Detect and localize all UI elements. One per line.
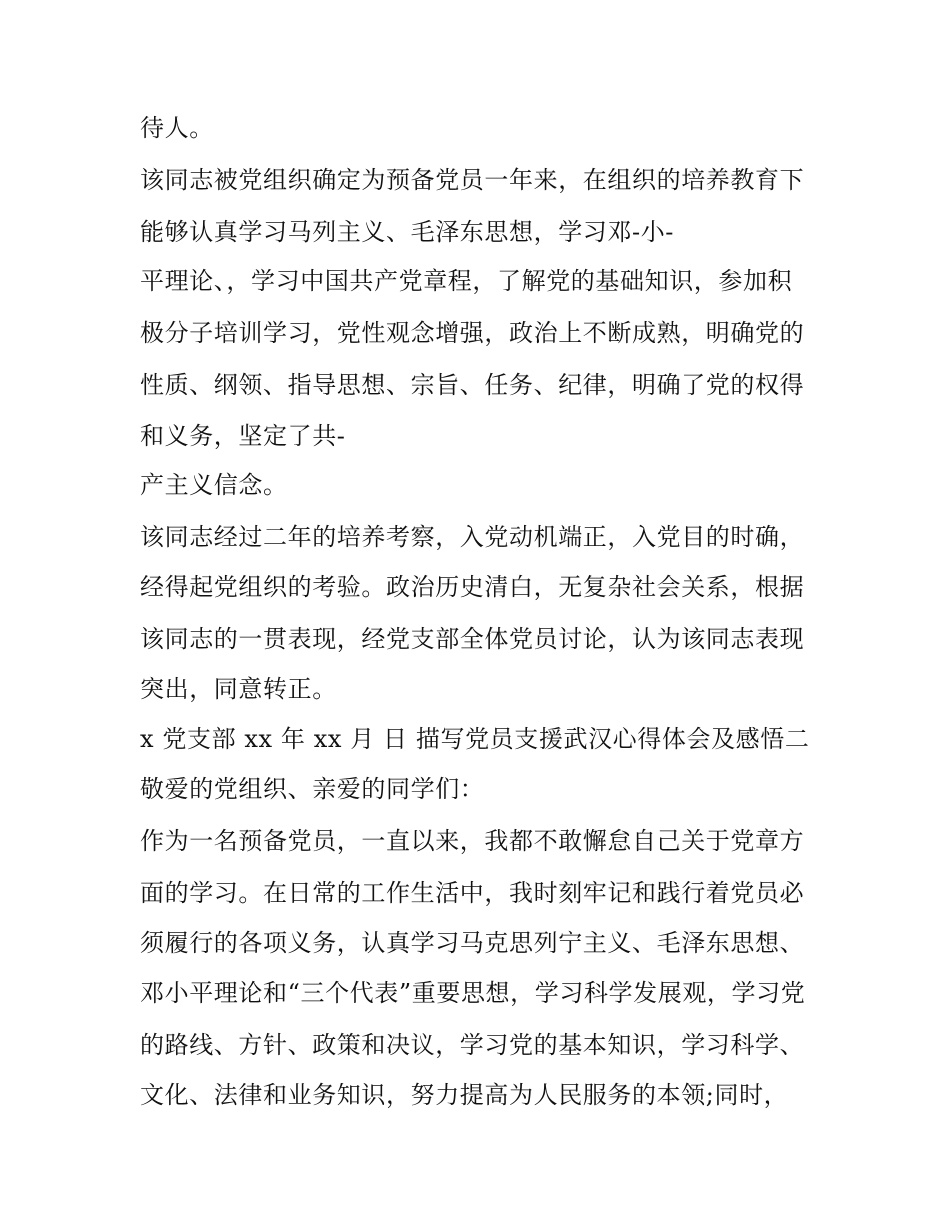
text-line: 邓小平理论和“三个代表”重要思想，学习科学发展观，学习党 xyxy=(140,979,806,1007)
text-line: 的路线、方针、政策和决议，学习党的基本知识，学习科学、 xyxy=(140,1031,805,1059)
text-line: 经得起党组织的考验。政治历史清白，无复杂社会关系，根据 xyxy=(140,573,805,601)
text-line: 和义务，坚定了共- xyxy=(140,422,346,450)
text-line: 能够认真学习马列主义、毛泽东思想，学习邓-小- xyxy=(140,218,675,246)
text-line: 性质、纲领、指导思想、宗旨、任务、纪律，明确了党的权得 xyxy=(140,371,805,399)
text-line: 作为一名预备党员，一直以来，我都不敢懈怠自己关于党章方 xyxy=(140,827,805,855)
text-line: 平理论、，学习中国共产党章程，了解党的基础知识，参加积 xyxy=(140,267,793,295)
text-line: 该同志经过二年的培养考察，入党动机端正，入党目的时确， xyxy=(140,523,805,551)
text-line: 产主义信念。 xyxy=(140,471,288,499)
text-line: 待人。 xyxy=(140,114,214,142)
text-line: x 党支部 xx 年 xx 月 日 描写党员支援武汉心得体会及感悟二 xyxy=(140,725,810,753)
text-line: 极分子培训学习，党性观念增强，政治上不断成熟，明确党的 xyxy=(140,319,805,347)
text-line: 面的学习。在日常的工作生活中，我时刻牢记和践行着党员必 xyxy=(140,879,805,907)
text-line: 文化、法律和业务知识，努力提高为人民服务的本领;同时， xyxy=(140,1081,789,1109)
text-line: 突出，同意转正。 xyxy=(140,675,337,703)
text-line: 该同志被党组织确定为预备党员一年来，在组织的培养教育下 xyxy=(140,166,805,194)
text-line: 该同志的一贯表现，经党支部全体党员讨论，认为该同志表现 xyxy=(140,625,805,653)
text-line: 须履行的各项义务，认真学习马克思列宁主义、毛泽东思想、 xyxy=(140,929,805,957)
text-line: 敬爱的党组织、亲爱的同学们： xyxy=(140,775,485,803)
